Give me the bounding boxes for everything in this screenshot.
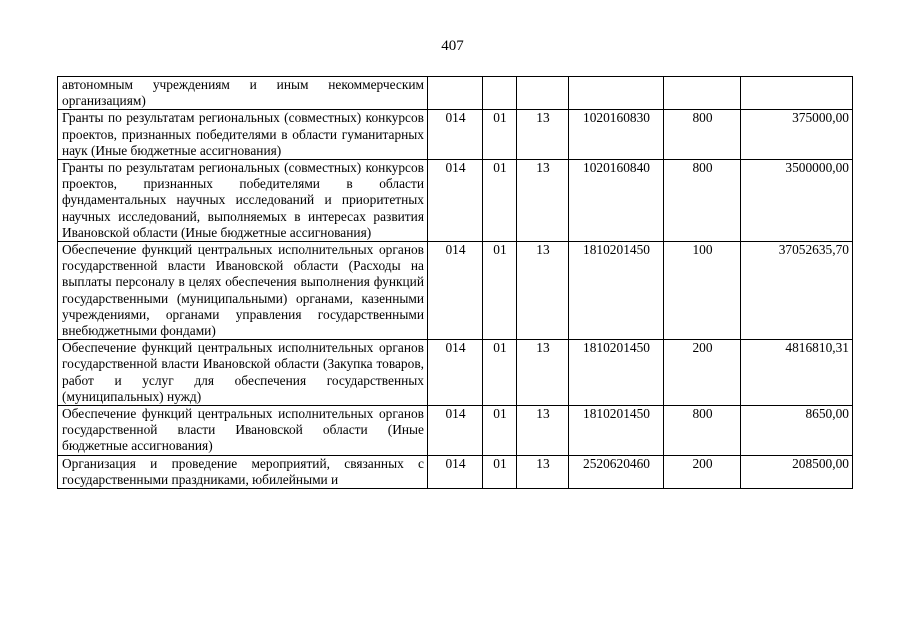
amount: 208500,00 xyxy=(741,455,853,488)
row-description: Обеспечение функций центральных исполнительных органов государственной власти Ивановской области (Закупка товаров, работ и услуг для обеспечения государственных (муниципальных) нужд) xyxy=(58,340,428,406)
target-article-code: 1020160840 xyxy=(569,160,664,242)
amount xyxy=(741,77,853,110)
table-row xyxy=(58,77,853,110)
table-row xyxy=(58,340,853,406)
expense-type-code: 800 xyxy=(664,160,741,242)
section-code: 01 xyxy=(483,160,517,242)
table-row xyxy=(58,160,853,242)
section-code: 01 xyxy=(483,340,517,406)
page-number: 407 xyxy=(441,38,464,54)
target-article-code: 1810201450 xyxy=(569,406,664,456)
amount: 3500000,00 xyxy=(741,160,853,242)
ministry-code: 014 xyxy=(428,160,483,242)
amount: 375000,00 xyxy=(741,110,853,160)
ministry-code: 014 xyxy=(428,406,483,456)
section-code: 01 xyxy=(483,406,517,456)
subsection-code: 13 xyxy=(517,242,569,340)
target-article-code xyxy=(569,77,664,110)
expense-type-code: 100 xyxy=(664,242,741,340)
table-row xyxy=(58,242,853,340)
expense-type-code: 800 xyxy=(664,406,741,456)
ministry-code: 014 xyxy=(428,455,483,488)
amount: 37052635,70 xyxy=(741,242,853,340)
expense-type-code xyxy=(664,77,741,110)
section-code: 01 xyxy=(483,455,517,488)
section-code: 01 xyxy=(483,110,517,160)
expense-type-code: 200 xyxy=(664,455,741,488)
row-description: Обеспечение функций центральных исполнительных органов государственной власти Ивановской области (Расходы на выплаты персоналу в целях обеспечения выполнения функций государственными (муниципальными) органами, казенными учреждениями, органами управления государственными внебюджетными фондами) xyxy=(58,242,428,340)
target-article-code: 1810201450 xyxy=(569,340,664,406)
subsection-code xyxy=(517,77,569,110)
amount: 4816810,31 xyxy=(741,340,853,406)
ministry-code xyxy=(428,77,483,110)
table-row xyxy=(58,455,853,488)
expense-type-code: 200 xyxy=(664,340,741,406)
ministry-code: 014 xyxy=(428,242,483,340)
target-article-code: 2520620460 xyxy=(569,455,664,488)
budget-table xyxy=(57,76,853,489)
subsection-code: 13 xyxy=(517,160,569,242)
target-article-code: 1020160830 xyxy=(569,110,664,160)
subsection-code: 13 xyxy=(517,340,569,406)
target-article-code: 1810201450 xyxy=(569,242,664,340)
row-description: Организация и проведение мероприятий, связанных с государственными праздниками, юбилейными и xyxy=(58,455,428,488)
expense-type-code: 800 xyxy=(664,110,741,160)
table-row xyxy=(58,406,853,456)
amount: 8650,00 xyxy=(741,406,853,456)
ministry-code: 014 xyxy=(428,110,483,160)
row-description: Гранты по результатам региональных (совместных) конкурсов проектов, признанных победителями в области фундаментальных научных исследований и приоритетных научных исследований, выполняемых в интересах развития Ивановской области (Иные бюджетные ассигнования) xyxy=(58,160,428,242)
row-description: Гранты по результатам региональных (совместных) конкурсов проектов, признанных победителями в области гуманитарных наук (Иные бюджетные ассигнования) xyxy=(58,110,428,160)
subsection-code: 13 xyxy=(517,455,569,488)
table-row xyxy=(58,110,853,160)
section-code xyxy=(483,77,517,110)
row-description: Обеспечение функций центральных исполнительных органов государственной власти Ивановской области (Иные бюджетные ассигнования) xyxy=(58,406,428,456)
ministry-code: 014 xyxy=(428,340,483,406)
subsection-code: 13 xyxy=(517,110,569,160)
section-code: 01 xyxy=(483,242,517,340)
row-description: автономным учреждениям и иным некоммерческим организациям) xyxy=(58,77,428,110)
subsection-code: 13 xyxy=(517,406,569,456)
